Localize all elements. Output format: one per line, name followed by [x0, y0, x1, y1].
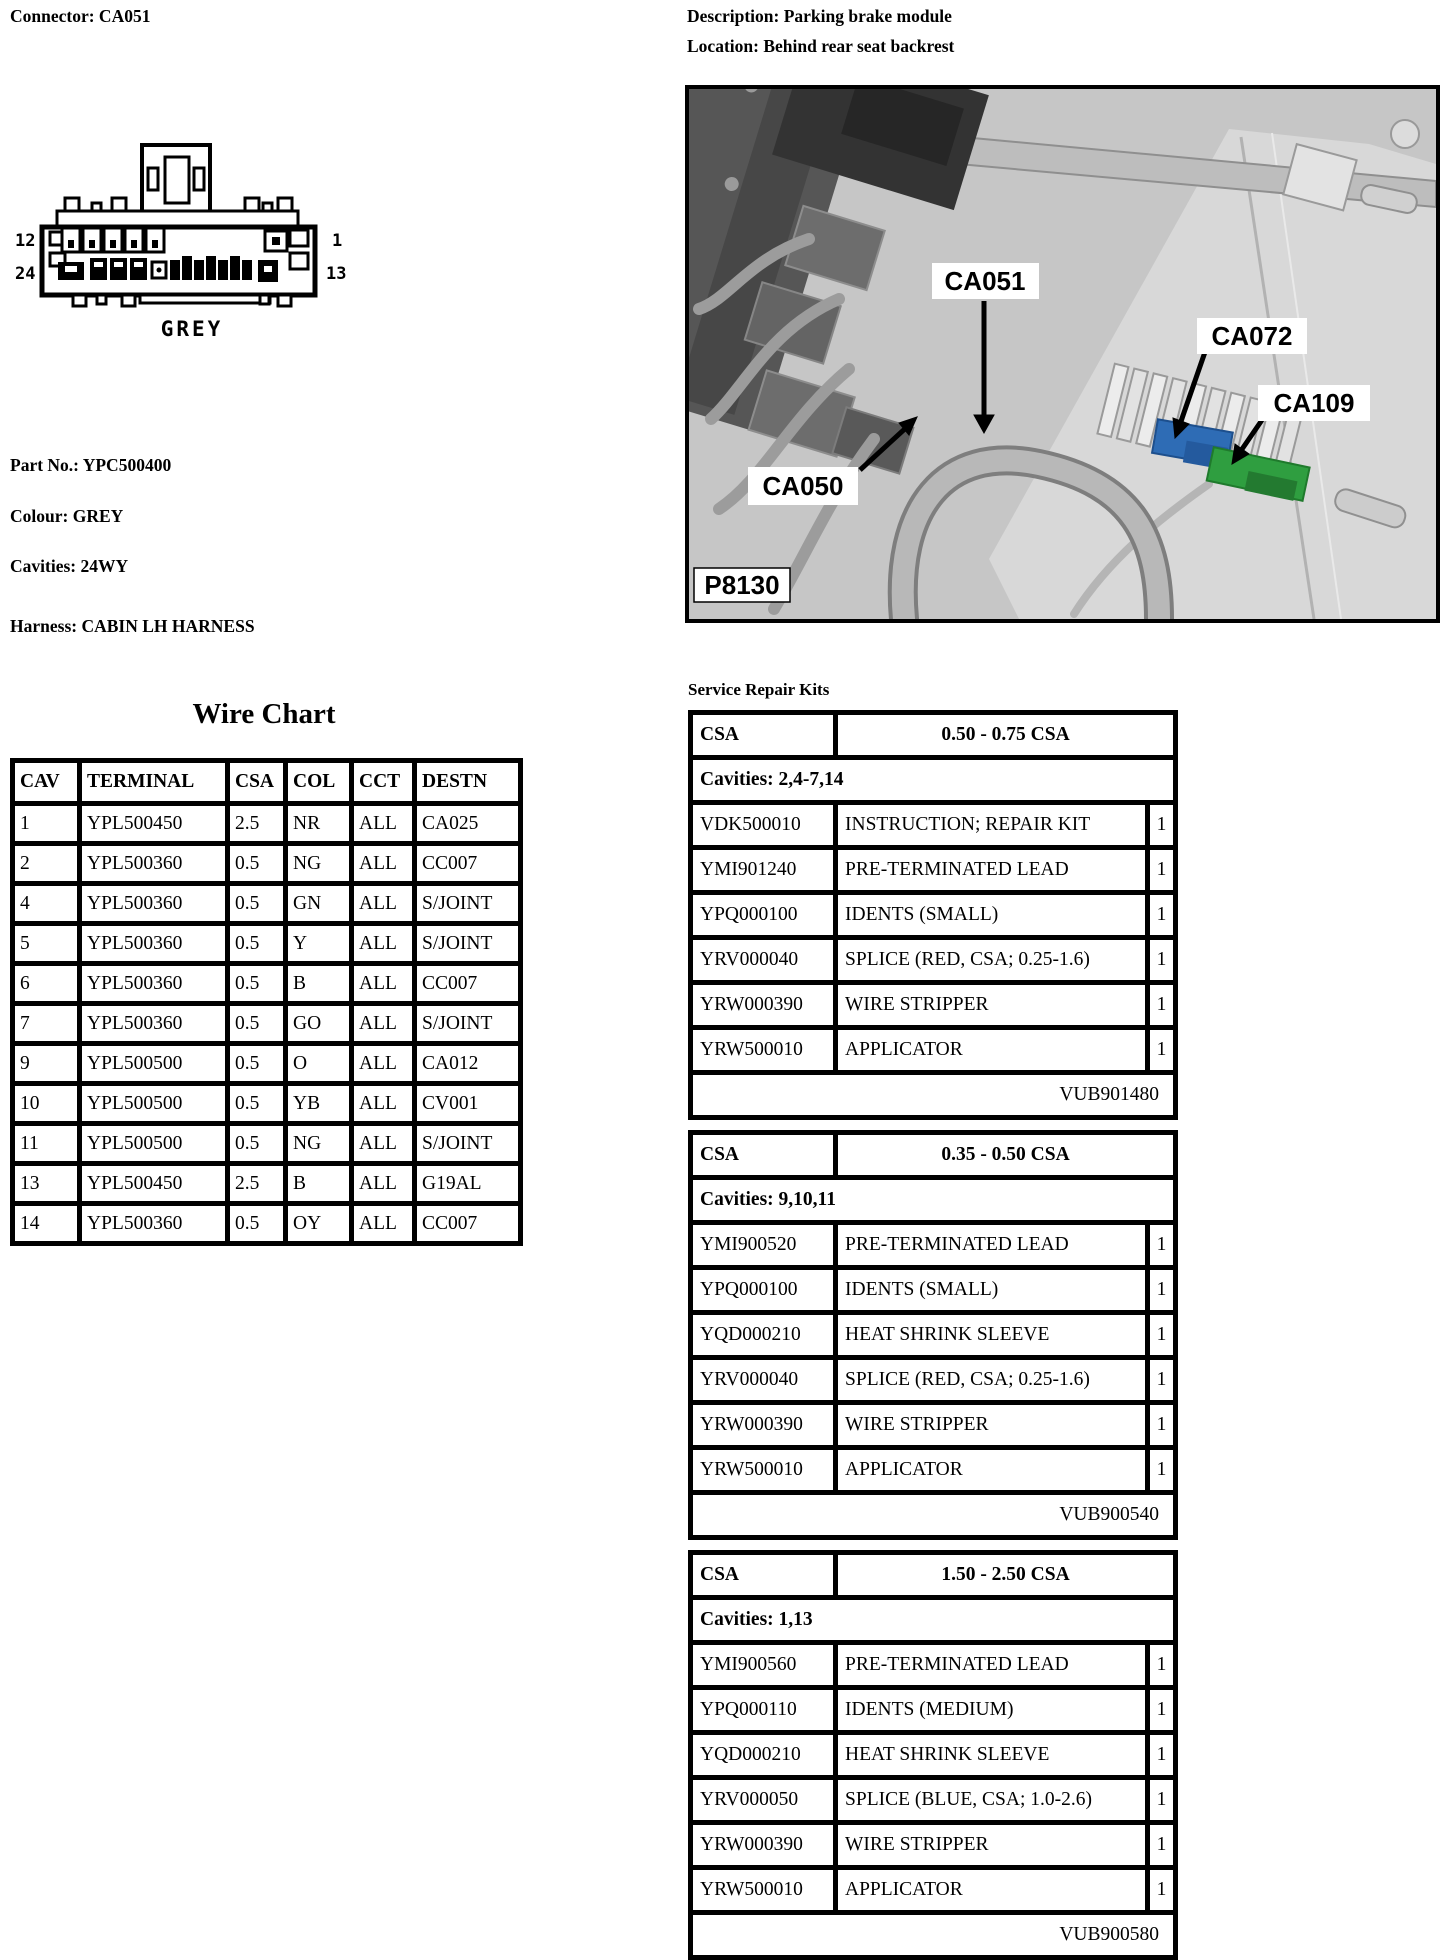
table-row [13, 804, 521, 844]
kit-part-number: YMI901240 [691, 848, 836, 893]
photo-figure-id: P8130 [704, 570, 780, 600]
kit-part-qty: 1 [1148, 1448, 1176, 1493]
wire-chart-cell: 10 [13, 1084, 80, 1124]
kit-part-description: WIRE STRIPPER [836, 1823, 1148, 1868]
callout-ca072: CA072 [1211, 321, 1293, 351]
kit-part-description: WIRE STRIPPER [836, 983, 1148, 1028]
kit-part-qty: 1 [1148, 1268, 1176, 1313]
wire-chart-header-cell: CAV [13, 761, 80, 804]
wire-chart-cell: O [286, 1044, 352, 1084]
wire-chart-cell: YPL500450 [80, 1164, 228, 1204]
service-repair-kits-title: Service Repair Kits [688, 680, 830, 699]
wire-chart-cell: NG [286, 1124, 352, 1164]
service-kit-table-2 [688, 1130, 1178, 1540]
kit-number: VUB900540 [691, 1493, 1176, 1538]
kit-csa-label: CSA [691, 1133, 836, 1178]
kit-number: VUB901480 [691, 1073, 1176, 1118]
kit-part-number: YMI900560 [691, 1643, 836, 1688]
kit-footer-row [691, 1913, 1176, 1958]
pin-label-top-right: 1 [332, 231, 343, 251]
callout-ca050: CA050 [762, 471, 844, 501]
kit-csa-range: 1.50 - 2.50 CSA [836, 1553, 1176, 1598]
wire-chart-header-cell: TERMINAL [80, 761, 228, 804]
kit-item-row [691, 1688, 1176, 1733]
wire-chart-cell: CA025 [415, 804, 521, 844]
kit-cavities-label: Cavities: 9,10,11 [691, 1178, 1176, 1223]
wire-chart-cell: YPL500360 [80, 924, 228, 964]
kit-item-row [691, 848, 1176, 893]
pin-label-top-left: 12 [15, 231, 36, 251]
wire-chart-header-cell: CCT [352, 761, 415, 804]
wire-chart-cell: CC007 [415, 844, 521, 884]
kit-part-qty: 1 [1148, 1028, 1176, 1073]
service-kit-table-1 [688, 710, 1178, 1120]
wire-chart-cell: G19AL [415, 1164, 521, 1204]
wire-chart-cell: B [286, 1164, 352, 1204]
kit-part-description: APPLICATOR [836, 1448, 1148, 1493]
kit-part-number: YRW000390 [691, 1403, 836, 1448]
table-row [13, 884, 521, 924]
kit-item-row [691, 803, 1176, 848]
table-row [13, 1044, 521, 1084]
kit-item-row [691, 1448, 1176, 1493]
wire-chart-cell: 14 [13, 1204, 80, 1244]
kit-number: VUB900580 [691, 1913, 1176, 1958]
kit-part-description: PRE-TERMINATED LEAD [836, 1643, 1148, 1688]
kit-part-description: APPLICATOR [836, 1868, 1148, 1913]
wire-chart-cell: S/JOINT [415, 1124, 521, 1164]
kit-cavities-row [691, 1598, 1176, 1643]
service-kit-table-3 [688, 1550, 1178, 1960]
kit-csa-label: CSA [691, 713, 836, 758]
kit-cavities-label: Cavities: 2,4-7,14 [691, 758, 1176, 803]
pin-label-bottom-left: 24 [15, 264, 36, 284]
kit-part-qty: 1 [1148, 938, 1176, 983]
kit-part-description: PRE-TERMINATED LEAD [836, 1223, 1148, 1268]
wire-chart-cell: ALL [352, 804, 415, 844]
wire-chart-cell: YPL500360 [80, 1204, 228, 1244]
kit-part-number: YRW500010 [691, 1868, 836, 1913]
wire-chart-cell: ALL [352, 1124, 415, 1164]
kit-part-number: YRV000040 [691, 1358, 836, 1403]
wire-chart-header [13, 761, 521, 804]
wire-chart-cell: YB [286, 1084, 352, 1124]
kit-part-description: HEAT SHRINK SLEEVE [836, 1313, 1148, 1358]
kit-item-row [691, 1868, 1176, 1913]
kit-item-row [691, 1733, 1176, 1778]
description-text: Description: Parking brake module [687, 6, 952, 26]
wire-chart-cell: 0.5 [228, 884, 286, 924]
part-no-text: Part No.: YPC500400 [10, 455, 172, 475]
kit-item-row [691, 1313, 1176, 1358]
wire-chart-cell: ALL [352, 1204, 415, 1244]
kit-csa-range: 0.35 - 0.50 CSA [836, 1133, 1176, 1178]
kit-part-qty: 1 [1148, 1778, 1176, 1823]
kit-part-number: YQD000210 [691, 1313, 836, 1358]
wire-chart-cell: YPL500360 [80, 964, 228, 1004]
kit-part-description: IDENTS (SMALL) [836, 1268, 1148, 1313]
kit-cavities-label: Cavities: 1,13 [691, 1598, 1176, 1643]
connector-colour-label: GREY [160, 317, 224, 341]
kit-part-description: SPLICE (BLUE, CSA; 1.0-2.6) [836, 1778, 1148, 1823]
table-row [13, 924, 521, 964]
kit-item-row [691, 1778, 1176, 1823]
kit-csa-label: CSA [691, 1553, 836, 1598]
wire-chart-cell: ALL [352, 884, 415, 924]
kit-item-row [691, 938, 1176, 983]
kit-cavities-row [691, 1178, 1176, 1223]
kit-part-description: WIRE STRIPPER [836, 1403, 1148, 1448]
kit-part-qty: 1 [1148, 1643, 1176, 1688]
wire-chart-cell: 0.5 [228, 1044, 286, 1084]
kit-item-row [691, 1223, 1176, 1268]
wire-chart-cell: S/JOINT [415, 924, 521, 964]
kit-header-row [691, 1133, 1176, 1178]
wire-chart-cell: 2.5 [228, 1164, 286, 1204]
table-row [13, 1084, 521, 1124]
kit-item-row [691, 1403, 1176, 1448]
table-row [13, 844, 521, 884]
wire-chart-cell: GN [286, 884, 352, 924]
kit-footer-row [691, 1493, 1176, 1538]
table-row [13, 1124, 521, 1164]
kit-part-description: SPLICE (RED, CSA; 0.25-1.6) [836, 1358, 1148, 1403]
service-kit-table [688, 1550, 1178, 1960]
kit-item-row [691, 1028, 1176, 1073]
wire-chart-cell: 6 [13, 964, 80, 1004]
wire-chart-cell: OY [286, 1204, 352, 1244]
module-location-photo [685, 85, 1440, 623]
kit-part-description: HEAT SHRINK SLEEVE [836, 1733, 1148, 1778]
wire-chart-cell: ALL [352, 844, 415, 884]
connector-pinout-diagram [15, 138, 360, 343]
wire-chart-cell: S/JOINT [415, 884, 521, 924]
wire-chart-cell: NR [286, 804, 352, 844]
wire-chart-title: Wire Chart [192, 698, 336, 730]
wire-chart-body [13, 804, 521, 1244]
kit-part-number: YMI900520 [691, 1223, 836, 1268]
kit-part-qty: 1 [1148, 1868, 1176, 1913]
wire-chart-cell: 0.5 [228, 844, 286, 884]
service-kit-table [688, 710, 1178, 1120]
kit-part-qty: 1 [1148, 1223, 1176, 1268]
pin-label-bottom-right: 13 [326, 264, 347, 284]
kit-part-description: PRE-TERMINATED LEAD [836, 848, 1148, 893]
wire-chart-cell: ALL [352, 924, 415, 964]
kit-part-qty: 1 [1148, 1313, 1176, 1358]
wire-chart-cell: 9 [13, 1044, 80, 1084]
wire-chart-cell: YPL500500 [80, 1044, 228, 1084]
table-row [13, 1204, 521, 1244]
wire-chart-cell: 4 [13, 884, 80, 924]
kit-part-number: VDK500010 [691, 803, 836, 848]
service-kit-table [688, 1130, 1178, 1540]
wire-chart-cell: 0.5 [228, 964, 286, 1004]
kit-item-row [691, 1358, 1176, 1403]
kit-part-qty: 1 [1148, 1403, 1176, 1448]
wire-chart-cell: CA012 [415, 1044, 521, 1084]
wire-chart-cell: ALL [352, 1004, 415, 1044]
callout-ca051: CA051 [944, 266, 1026, 296]
wire-chart-table [10, 758, 523, 1246]
kit-part-qty: 1 [1148, 848, 1176, 893]
wire-chart-header-cell: COL [286, 761, 352, 804]
kit-part-qty: 1 [1148, 983, 1176, 1028]
kit-part-qty: 1 [1148, 1688, 1176, 1733]
wire-chart-header-cell: CSA [228, 761, 286, 804]
kit-part-number: YPQ000100 [691, 1268, 836, 1313]
wire-chart-cell: S/JOINT [415, 1004, 521, 1044]
kit-footer-row [691, 1073, 1176, 1118]
wire-chart-cell: YPL500360 [80, 844, 228, 884]
kit-item-row [691, 1643, 1176, 1688]
wire-chart-cell: NG [286, 844, 352, 884]
kit-part-number: YRW000390 [691, 1823, 836, 1868]
kit-part-number: YRV000050 [691, 1778, 836, 1823]
wire-chart-cell: CV001 [415, 1084, 521, 1124]
wire-chart-cell: 0.5 [228, 1204, 286, 1244]
kit-part-description: APPLICATOR [836, 1028, 1148, 1073]
wire-chart-cell: CC007 [415, 964, 521, 1004]
wire-chart-cell: CC007 [415, 1204, 521, 1244]
kit-part-qty: 1 [1148, 1358, 1176, 1403]
kit-part-qty: 1 [1148, 1733, 1176, 1778]
table-row [13, 1164, 521, 1204]
wire-chart-cell: B [286, 964, 352, 1004]
kit-part-number: YPQ000110 [691, 1688, 836, 1733]
wire-chart-cell: ALL [352, 1044, 415, 1084]
wire-chart-cell: ALL [352, 1164, 415, 1204]
wire-chart-cell: 5 [13, 924, 80, 964]
kit-part-number: YRW000390 [691, 983, 836, 1028]
kit-item-row [691, 1823, 1176, 1868]
wire-chart-cell: 0.5 [228, 1004, 286, 1044]
harness-text: Harness: CABIN LH HARNESS [10, 616, 255, 636]
kit-part-number: YQD000210 [691, 1733, 836, 1778]
wire-chart-cell: 0.5 [228, 1124, 286, 1164]
wire-chart-cell: YPL500500 [80, 1124, 228, 1164]
connector-title: Connector: CA051 [10, 6, 151, 26]
kit-part-number: YRW500010 [691, 1448, 836, 1493]
cavities-text: Cavities: 24WY [10, 556, 129, 576]
kit-part-qty: 1 [1148, 893, 1176, 938]
wire-chart-cell: YPL500360 [80, 1004, 228, 1044]
wire-chart-cell: Y [286, 924, 352, 964]
kit-item-row [691, 1268, 1176, 1313]
kit-part-qty: 1 [1148, 1823, 1176, 1868]
table-row [13, 964, 521, 1004]
wire-chart-cell: 11 [13, 1124, 80, 1164]
wire-chart-cell: 2 [13, 844, 80, 884]
kit-part-description: SPLICE (RED, CSA; 0.25-1.6) [836, 938, 1148, 983]
wire-chart-cell: 0.5 [228, 924, 286, 964]
kit-part-qty: 1 [1148, 803, 1176, 848]
kit-header-row [691, 713, 1176, 758]
wire-chart-cell: ALL [352, 1084, 415, 1124]
wire-chart-cell: 2.5 [228, 804, 286, 844]
kit-part-number: YRW500010 [691, 1028, 836, 1073]
wire-chart-cell: 13 [13, 1164, 80, 1204]
wire-chart-cell: YPL500500 [80, 1084, 228, 1124]
wire-chart-cell: 7 [13, 1004, 80, 1044]
wire-chart-cell: YPL500450 [80, 804, 228, 844]
wire-chart-cell: 1 [13, 804, 80, 844]
kit-item-row [691, 893, 1176, 938]
kit-part-description: INSTRUCTION; REPAIR KIT [836, 803, 1148, 848]
kit-part-number: YRV000040 [691, 938, 836, 983]
callout-ca109: CA109 [1273, 388, 1355, 418]
wire-chart-cell: YPL500360 [80, 884, 228, 924]
kit-csa-range: 0.50 - 0.75 CSA [836, 713, 1176, 758]
table-header-row [13, 761, 521, 804]
wire-chart-cell: 0.5 [228, 1084, 286, 1124]
colour-text: Colour: GREY [10, 506, 124, 526]
kit-item-row [691, 983, 1176, 1028]
kit-part-number: YPQ000100 [691, 893, 836, 938]
kit-header-row [691, 1553, 1176, 1598]
wire-chart-header-cell: DESTN [415, 761, 521, 804]
table-row [13, 1004, 521, 1044]
wire-chart-cell: ALL [352, 964, 415, 1004]
wire-chart-cell: GO [286, 1004, 352, 1044]
location-text: Location: Behind rear seat backrest [687, 36, 955, 56]
kit-cavities-row [691, 758, 1176, 803]
kit-part-description: IDENTS (MEDIUM) [836, 1688, 1148, 1733]
kit-part-description: IDENTS (SMALL) [836, 893, 1148, 938]
